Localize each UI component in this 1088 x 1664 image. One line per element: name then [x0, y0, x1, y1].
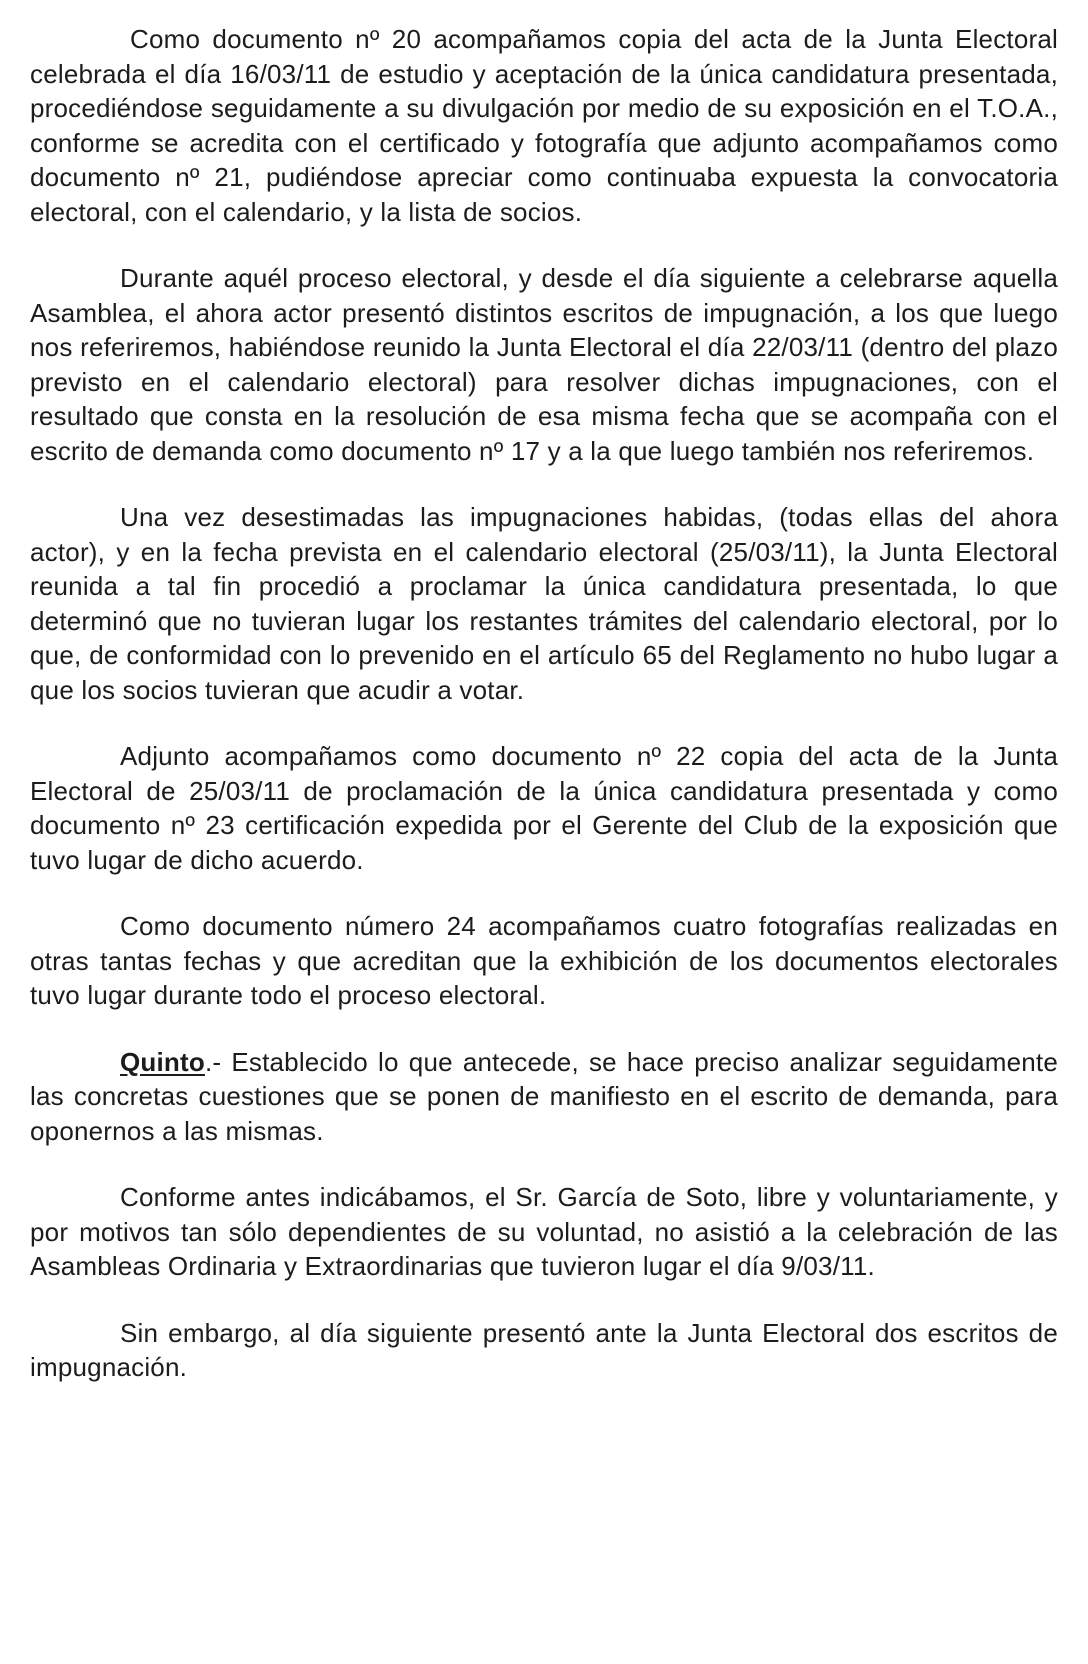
paragraph-impugnaciones-desestimadas: Una vez desestimadas las impugnaciones habidas, (todas ellas del ahora actor), y en la fecha prevista en el calendario electoral (25/03/11), la Junta Electoral reunida a tal fin procedió a proclamar la única candidatura presentada, lo que determinó que no tuvieran lugar los restantes trámites del calendario electoral, por lo que, de conformidad con lo prevenido en el artículo 65 del Reglamento no hubo lugar a que los socios tuvieran que acudir a votar.	[30, 502, 1058, 705]
paragraph-proceso-electoral: Durante aquél proceso electoral, y desde el día siguiente a celebrarse aquella Asamblea, el ahora actor presentó distintos escritos de impugnación, a los que luego nos referiremos, habiéndose reunido la Junta Electoral el día 22/03/11 (dentro del plazo previsto en el calendario electoral) para resolver dichas impugnaciones, con el resultado que consta en la resolución de esa misma fecha que se acompaña con el escrito de demanda como documento nº 17 y a la que luego también nos referiremos.	[30, 263, 1058, 466]
paragraph-documento-20: Como documento nº 20 acompañamos copia del acta de la Junta Electoral celebrada el día 16/03/11 de estudio y aceptación de la única candidatura presentada, procediéndose seguidamente a su divulgación por medio de su exposición en el T.O.A., conforme se acredita con el certificado y fotografía que adjunto acompañamos como documento nº 21, pudiéndose apreciar como continuaba expuesta la convocatoria electoral, con el calendario, y la lista de socios.	[30, 24, 1058, 227]
paragraph-sin-embargo: Sin embargo, al día siguiente presentó ante la Junta Electoral dos escritos de impugnación.	[30, 1317, 1058, 1382]
paragraph-garcia-de-soto: Conforme antes indicábamos, el Sr. García de Soto, libre y voluntariamente, y por motivos tan sólo dependientes de su voluntad, no asistió a la celebración de las Asambleas Ordinaria y Extraordinarias que tuvieron lugar el día 9/03/11.	[30, 1182, 1058, 1281]
paragraph-documento-24: Como documento número 24 acompañamos cuatro fotografías realizadas en otras tantas fechas y que acreditan que la exhibición de los documentos electorales tuvo lugar durante todo el proceso electoral.	[30, 911, 1058, 1010]
section-heading-quinto: Quinto	[120, 1046, 205, 1077]
paragraph-quinto	[30, 1045, 1058, 1149]
paragraph-documento-22: Adjunto acompañamos como documento nº 22 copia del acta de la Junta Electoral de 25/03/11 de proclamación de la única candidatura presentada y como documento nº 23 certificación expedida por el Gerente del Club de la exposición que tuvo lugar de dicho acuerdo.	[30, 741, 1058, 875]
paragraph-quinto-text: .- Establecido lo que antecede, se hace preciso analizar seguidamente las concretas cuestiones que se ponen de manifiesto en el escrito de demanda, para oponernos a las mismas.	[30, 1046, 1058, 1146]
